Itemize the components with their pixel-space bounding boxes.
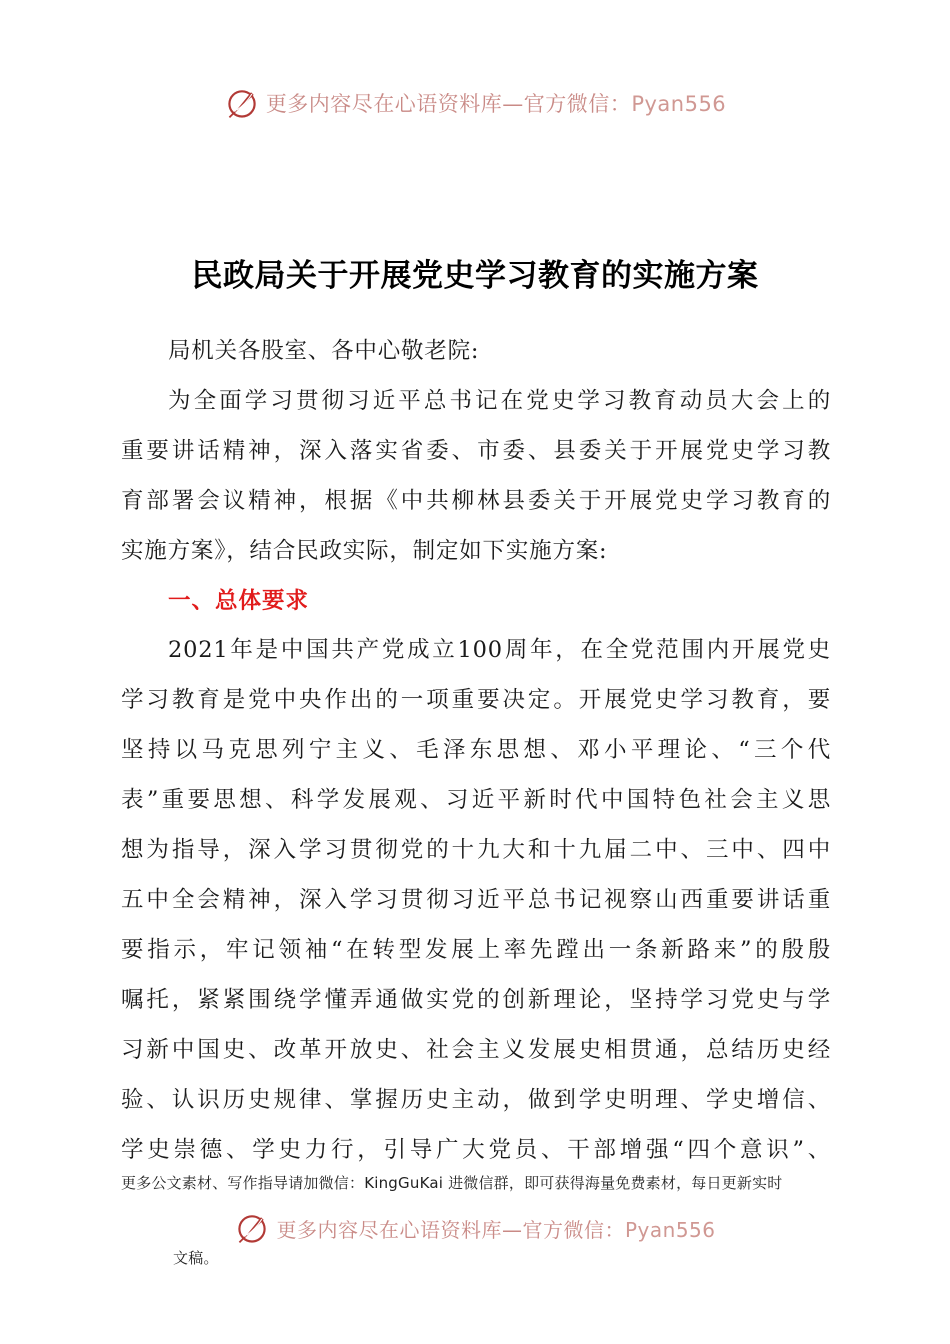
paragraph-line: 2021年是中国共产党成立100周年，在全党范围内开展党史 xyxy=(168,637,831,663)
paragraph-line: 为全面学习贯彻习近平总书记在党史学习教育动员大会上的 xyxy=(168,388,831,414)
watermark-banner-bottom xyxy=(0,1208,950,1248)
watermark-brand: 更多内容尽在心语资料库—官方微信： xyxy=(276,1217,625,1242)
paragraph-line: 坚持以马克思列宁主义、毛泽东思想、邓小平理论、“三个代 xyxy=(121,737,831,763)
watermark-banner-top xyxy=(0,83,950,123)
paragraph-line: 验、认识历史规律、掌握历史主动，做到学史明理、学史增信、 xyxy=(121,1087,831,1113)
section-heading: 一、总体要求 xyxy=(168,588,310,614)
watermark-text xyxy=(266,88,726,118)
salutation: 局机关各股室、各中心敬老院: xyxy=(168,338,480,364)
paragraph-line: 表”重要思想、科学发展观、习近平新时代中国特色社会主义思 xyxy=(121,787,831,813)
paragraph-line: 实施方案》，结合民政实际，制定如下实施方案: xyxy=(121,538,608,564)
document-title: 民政局关于开展党史学习教育的实施方案 xyxy=(191,258,759,294)
paragraph-line: 学史崇德、学史力行，引导广大党员、干部增强“四个意识”、 xyxy=(121,1137,831,1163)
paragraph-line: 想为指导，深入学习贯彻党的十九大和十九届二中、三中、四中 xyxy=(121,837,831,863)
watermark-id: Pyan556 xyxy=(624,1217,716,1242)
paragraph-line: 习新中国史、改革开放史、社会主义发展史相贯通，总结历史经 xyxy=(121,1037,831,1063)
paragraph-line: 要指示，牢记领袖“在转型发展上率先蹚出一条新路来”的殷殷 xyxy=(121,937,831,963)
paragraph-line: 重要讲话精神，深入落实省委、市委、县委关于开展党史学习教 xyxy=(121,438,831,464)
quill-pen-logo-icon xyxy=(234,1210,270,1246)
quill-pen-logo-icon xyxy=(224,85,260,121)
paragraph-line: 五中全会精神，深入学习贯彻习近平总书记视察山西重要讲话重 xyxy=(121,887,831,913)
paragraph-line: 嘱托，紧紧围绕学懂弄通做实党的创新理论，坚持学习党史与学 xyxy=(121,987,831,1013)
watermark-brand: 更多内容尽在心语资料库—官方微信： xyxy=(265,92,632,116)
watermark-text xyxy=(276,1214,715,1243)
paragraph-line: 育部署会议精神，根据《中共柳林县委关于开展党史学习教育的 xyxy=(121,488,831,514)
footer-note-line: 文稿。 xyxy=(173,1249,219,1267)
watermark-id: Pyan556 xyxy=(631,92,727,116)
footer-note-line: 更多公文素材、写作指导请加微信：KingGuKai 进微信群，即可获得海量免费素材，每日更新实时 xyxy=(121,1174,783,1192)
paragraph-line: 学习教育是党中央作出的一项重要决定。开展党史学习教育，要 xyxy=(121,687,831,713)
